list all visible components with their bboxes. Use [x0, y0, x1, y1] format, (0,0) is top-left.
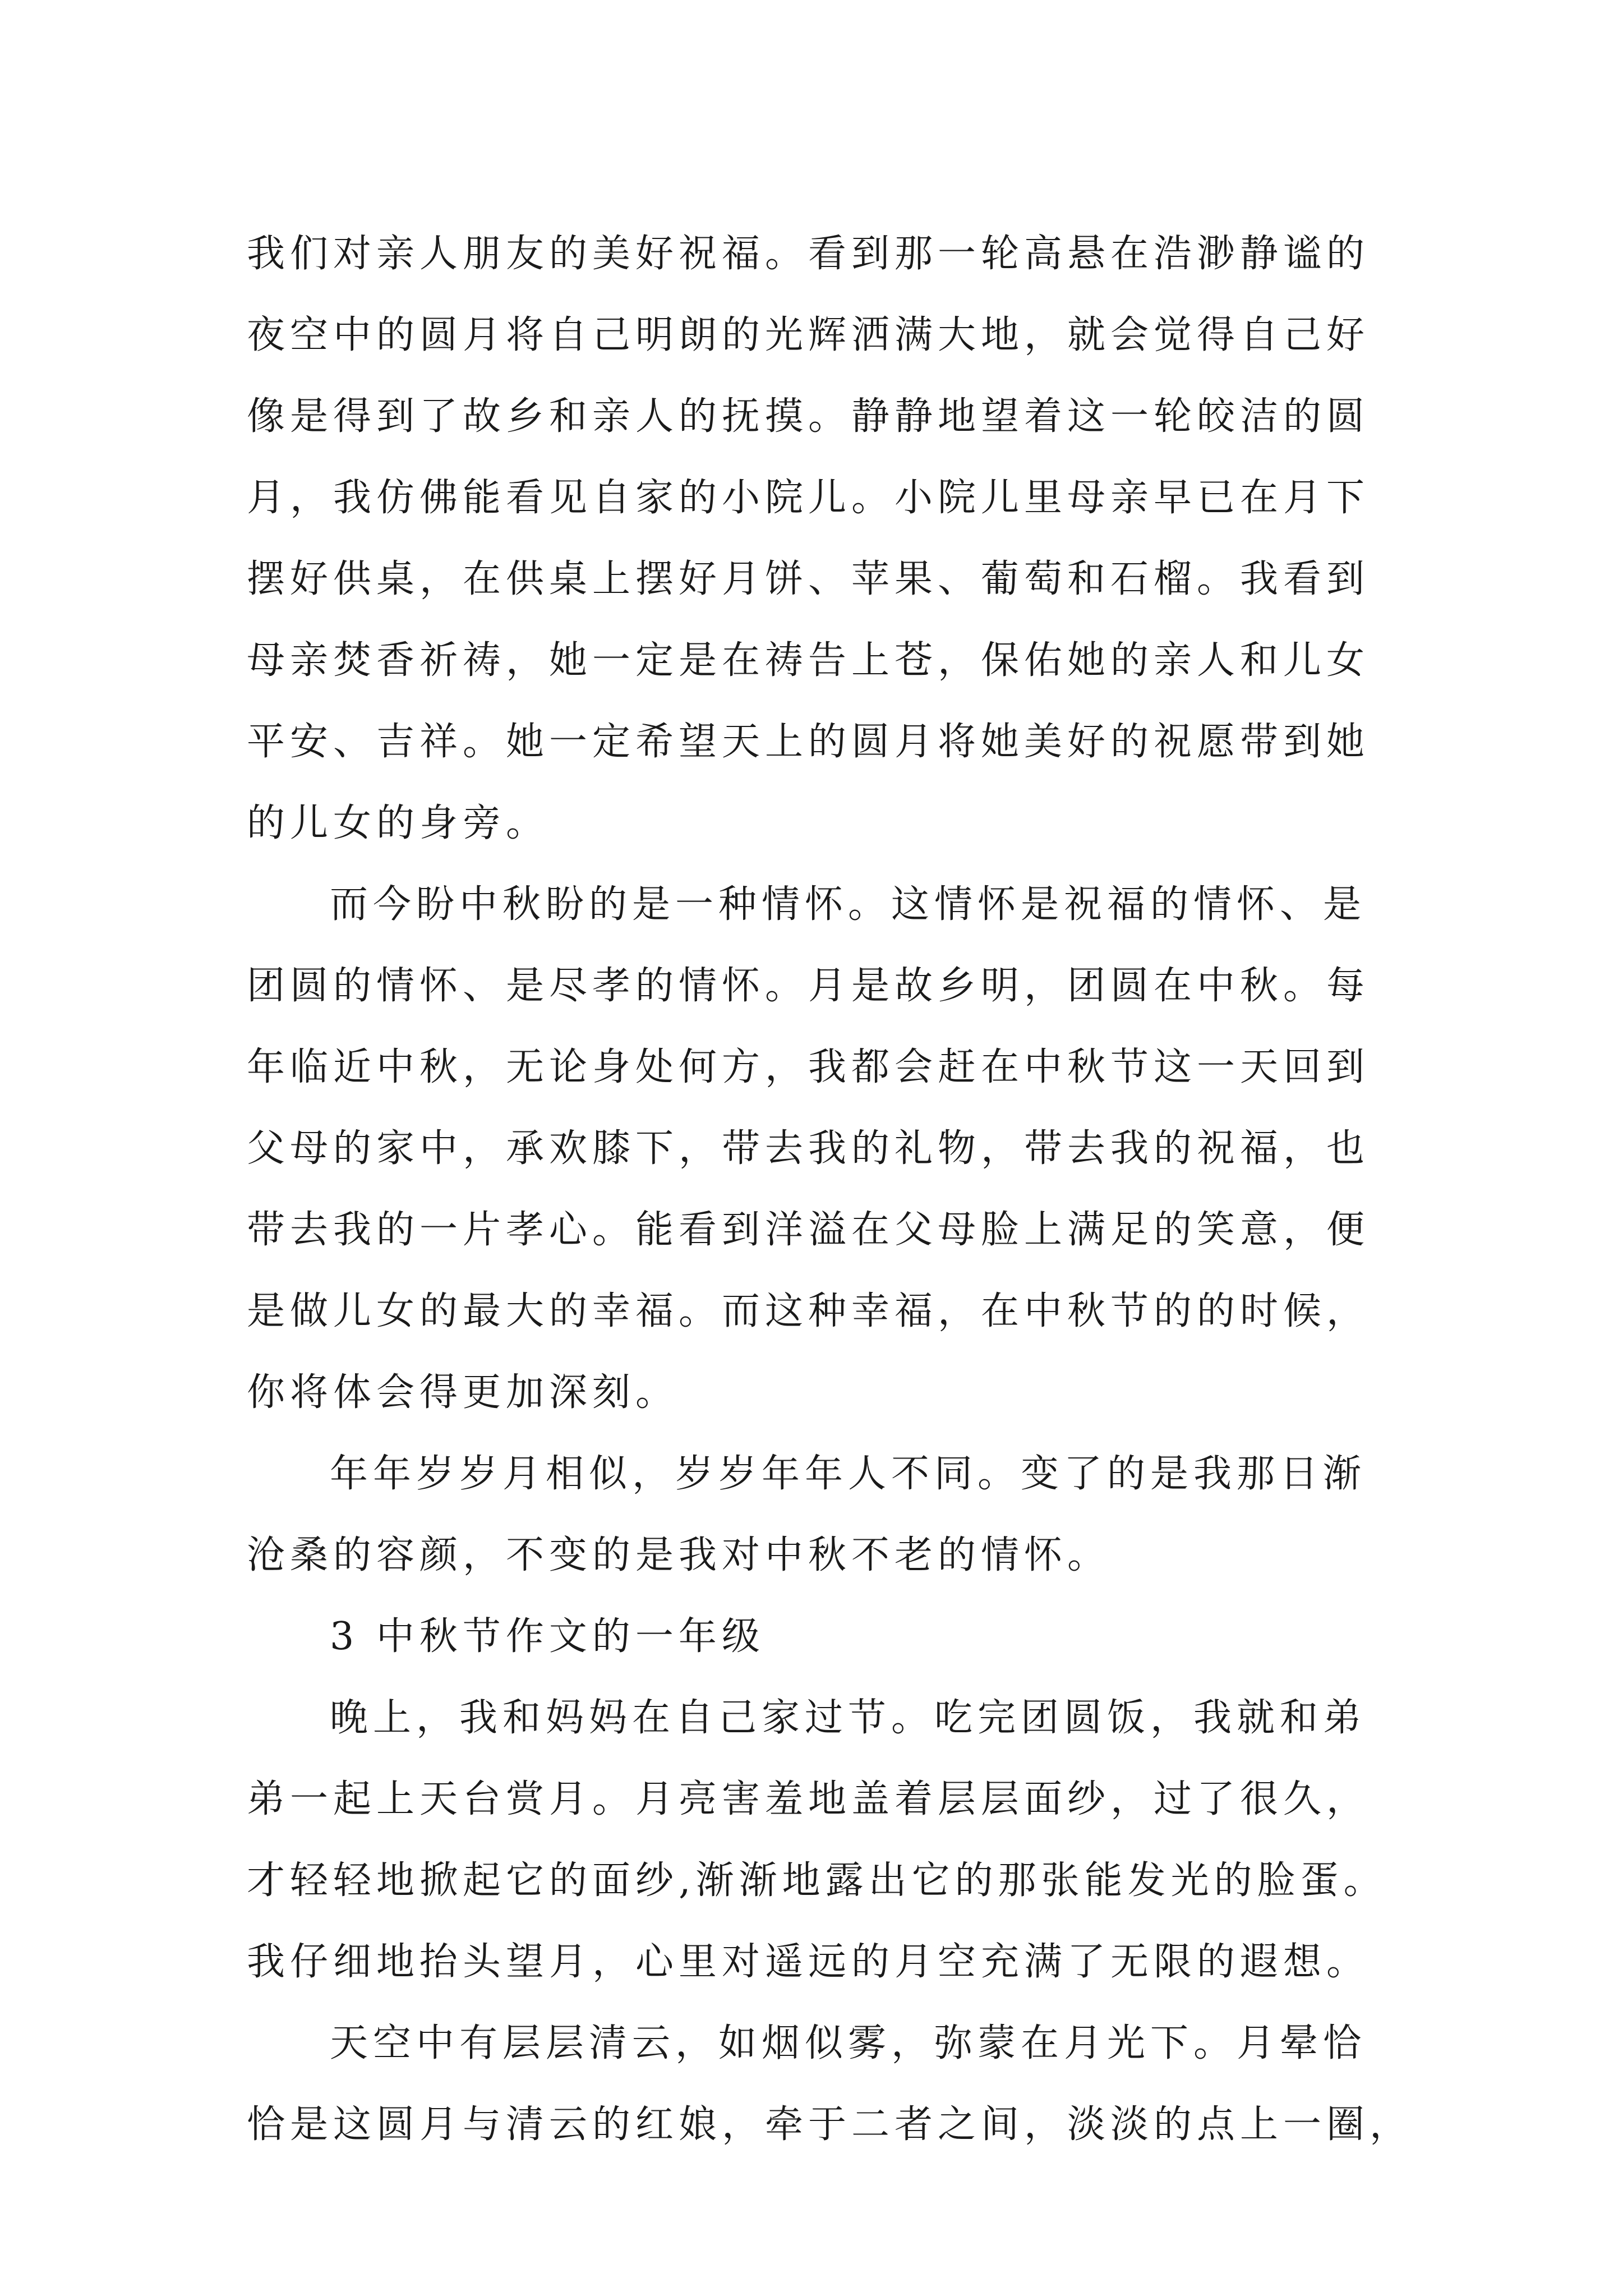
text-line: 年临近中秋，无论身处何方，我都会赶在中秋节这一天回到: [247, 1045, 1370, 1089]
text-line: 父母的家中，承欢膝下，带去我的礼物，带去我的祝福，也: [247, 1126, 1370, 1171]
text-line: 我仔细地抬头望月，心里对遥远的月空充满了无限的遐想。: [247, 1940, 1370, 1984]
text-line: 才轻轻地掀起它的面纱,渐渐地露出它的那张能发光的脸蛋。: [247, 1858, 1387, 1903]
paragraph-start-line: 晚上，我和妈妈在自己家过节。吃完团圆饭，我就和弟: [330, 1696, 1367, 1740]
paragraph-start-line: 年年岁岁月相似，岁岁年年人不同。变了的是我那日渐: [330, 1452, 1367, 1496]
essay-body: [247, 213, 1413, 2165]
text-line: 弟一起上天台赏月。月亮害羞地盖着层层面纱，过了很久，: [247, 1777, 1370, 1821]
text-line: 恰是这圆月与清云的红娘，牵于二者之间，淡淡的点上一圈，: [247, 2102, 1413, 2147]
text-line: 团圆的情怀、是尽孝的情怀。月是故乡明，团圆在中秋。每: [247, 964, 1370, 1008]
text-line: 夜空中的圆月将自己明朗的光辉洒满大地，就会觉得自己好: [247, 313, 1370, 357]
text-line: 是做儿女的最大的幸福。而这种幸福，在中秋节的的时候，: [247, 1289, 1370, 1333]
text-line: 摆好供桌，在供桌上摆好月饼、苹果、葡萄和石榴。我看到: [247, 557, 1370, 601]
text-line: 月，我仿佛能看见自家的小院儿。小院儿里母亲早已在月下: [247, 476, 1370, 520]
text-line: 的儿女的身旁。: [247, 801, 550, 845]
text-line: 带去我的一片孝心。能看到洋溢在父母脸上满足的笑意，便: [247, 1208, 1370, 1252]
paragraph-start-line: 天空中有层层清云，如烟似雾，弥蒙在月光下。月晕恰: [330, 2021, 1367, 2065]
section-heading: 3 中秋节作文的一年级: [330, 1614, 765, 1659]
paragraph-start-line: 而今盼中秋盼的是一种情怀。这情怀是祝福的情怀、是: [330, 882, 1367, 927]
text-line: 沧桑的容颜，不变的是我对中秋不老的情怀。: [247, 1533, 1111, 1577]
text-line: 像是得到了故乡和亲人的抚摸。静静地望着这一轮皎洁的圆: [247, 394, 1370, 439]
text-line: 我们对亲人朋友的美好祝福。看到那一轮高悬在浩渺静谧的: [247, 232, 1370, 276]
text-line: 母亲焚香祈祷，她一定是在祷告上苍，保佑她的亲人和儿女: [247, 638, 1370, 683]
text-line: 平安、吉祥。她一定希望天上的圆月将她美好的祝愿带到她: [247, 720, 1370, 764]
text-line: 你将体会得更加深刻。: [247, 1370, 679, 1415]
